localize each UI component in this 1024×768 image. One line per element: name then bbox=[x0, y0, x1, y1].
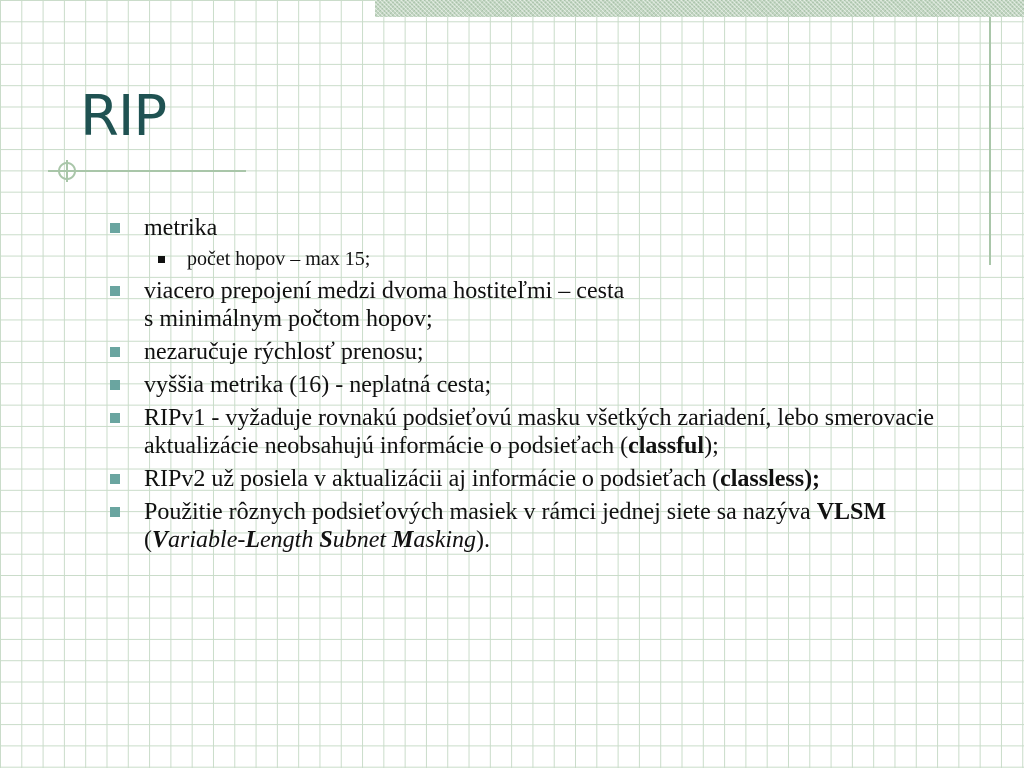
item-text: vyššia metrika (16) - neplatná cesta; bbox=[144, 372, 492, 398]
bullet-item-ripv1 bbox=[110, 404, 990, 460]
crosshair-icon bbox=[56, 160, 78, 182]
bullet-square-icon bbox=[110, 286, 120, 296]
item-text-line2: s minimálnym počtom hopov; bbox=[144, 306, 433, 332]
bullet-item-multiple-paths bbox=[110, 277, 990, 333]
decorative-top-band bbox=[375, 0, 1024, 17]
item-bold-term: VLSM bbox=[816, 499, 887, 525]
item-text: metrika bbox=[144, 215, 218, 241]
item-bold-term: classless); bbox=[720, 466, 821, 492]
slide-title: RIP bbox=[80, 84, 167, 149]
subitem-text: počet hopov – max 15; bbox=[187, 248, 371, 270]
item-text-end: ); bbox=[704, 433, 719, 459]
sub-bullet-hop-count bbox=[110, 247, 990, 271]
expansion-word: asking bbox=[413, 527, 477, 553]
sub-bullet-square-icon bbox=[158, 256, 165, 263]
bullet-item-no-speed bbox=[110, 338, 990, 366]
expansion-letter: S bbox=[319, 527, 333, 553]
bullet-item-metric bbox=[110, 214, 990, 242]
bullet-square-icon bbox=[110, 413, 120, 423]
bullet-square-icon bbox=[110, 507, 120, 517]
item-text: RIPv1 - vyžaduje rovnakú podsieťovú masku všetkých zariadení, lebo smerovacie aktualizácie neobsahujú informácie o podsieťach ( bbox=[144, 405, 935, 459]
expansion-letter: M bbox=[392, 527, 414, 553]
bullet-square-icon bbox=[110, 223, 120, 233]
expansion-word: ength bbox=[260, 527, 320, 553]
bullet-list bbox=[110, 214, 990, 559]
bullet-item-vlsm bbox=[110, 498, 990, 554]
expansion-letter: V bbox=[152, 527, 169, 553]
item-text: Použitie rôznych podsieťových masiek v rámci jednej siete sa nazýva bbox=[144, 499, 817, 525]
item-text-line1: viacero prepojení medzi dvoma hostiteľmi – cesta bbox=[144, 278, 625, 304]
bullet-square-icon bbox=[110, 347, 120, 357]
item-text: RIPv2 už posiela v aktualizácii aj informácie o podsieťach ( bbox=[144, 466, 721, 492]
item-text: nezaručuje rýchlosť prenosu; bbox=[144, 339, 424, 365]
bullet-item-invalid-metric bbox=[110, 371, 990, 399]
expansion-word: ubnet bbox=[332, 527, 393, 553]
bullet-square-icon bbox=[110, 474, 120, 484]
expansion-word: ariable- bbox=[168, 527, 246, 553]
bullet-item-ripv2 bbox=[110, 465, 990, 493]
expansion-part bbox=[152, 527, 476, 553]
bullet-square-icon bbox=[110, 380, 120, 390]
item-bold-term: classful bbox=[628, 433, 705, 459]
item-text-mid: ( bbox=[144, 527, 152, 553]
item-text-end: ). bbox=[476, 527, 491, 553]
expansion-letter: L bbox=[245, 527, 261, 553]
